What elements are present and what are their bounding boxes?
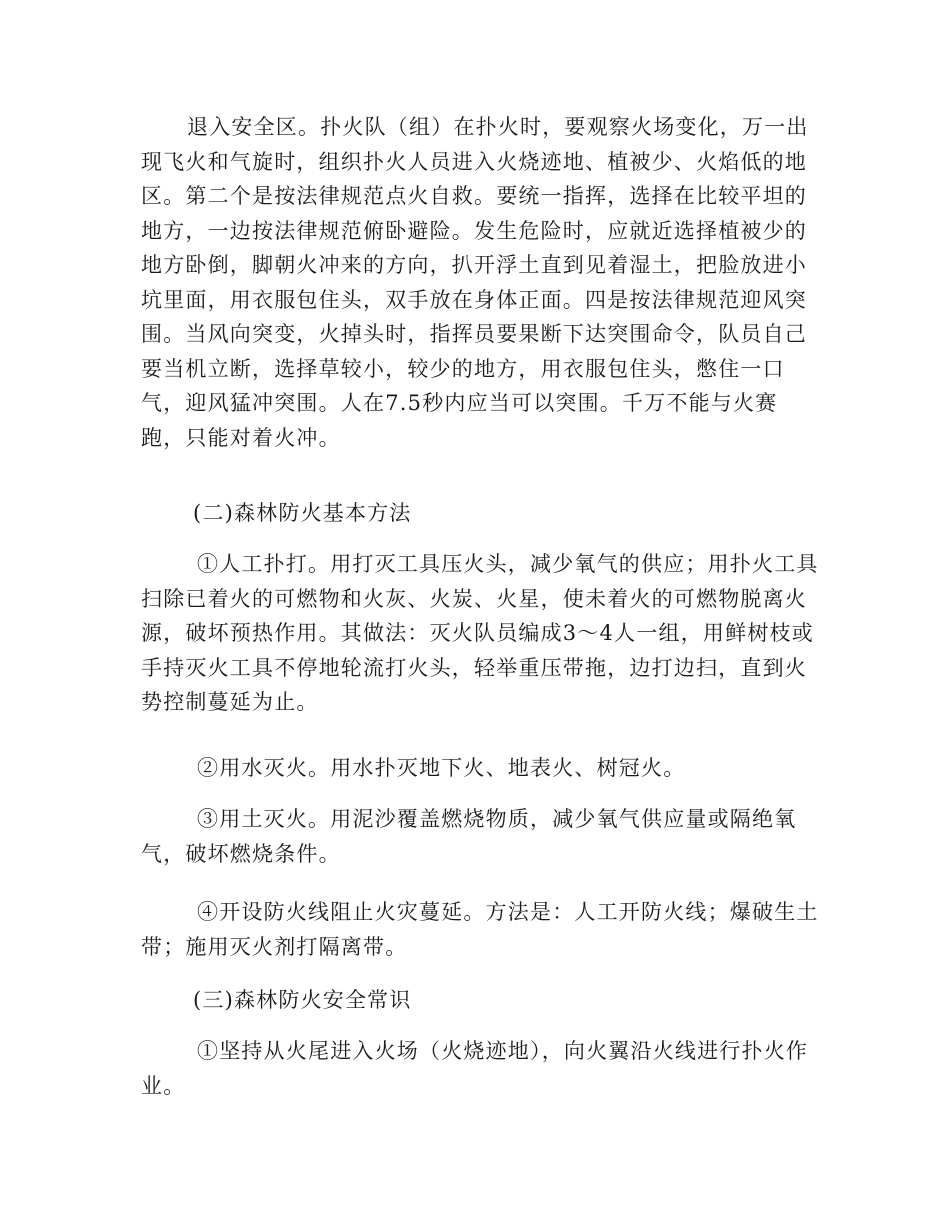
text-line: ④开设防火线阻止火灾蔓延。方法是：人工开防火线；爆破生土 <box>197 900 819 924</box>
text-line: ③用土灭火。用泥沙覆盖燃烧物质，减少氧气供应量或隔绝氧 <box>197 807 797 831</box>
paragraph-fire-tail <box>141 1034 816 1103</box>
section-heading: (三)森林防火安全常识 <box>193 988 412 1012</box>
text-line: 扫除已着火的可燃物和火灰、火炭、火星，使未着火的可燃物脱离火 <box>141 586 807 611</box>
section-heading-safety <box>141 983 816 1018</box>
section-heading: (二)森林防火基本方法 <box>193 501 412 525</box>
text-line: 区。第二个是按法律规范点火自救。要统一指挥，选择在比较平坦的 <box>141 184 807 208</box>
section-heading-basic-methods <box>141 496 816 531</box>
text-line: 势控制蔓延为止。 <box>141 690 319 714</box>
text-line: 围。当风向突变，火掉头时，指挥员要果断下达突围命令，队员自己 <box>141 322 807 346</box>
text-line: 手持灭火工具不停地轮流打火头，轻举重压带拖，边打边扫，直到火 <box>141 655 807 680</box>
text-line: ②用水灭火。用水扑灭地下火、地表火、树冠火。 <box>197 756 686 780</box>
text-line: 源，破坏预热作用。其做法：灭火队员编成3～4人一组，用鲜树枝或 <box>141 621 814 645</box>
text-line: 现飞火和气旋时，组织扑火人员进入火烧迹地、植被少、火焰低的地 <box>141 149 807 174</box>
text-line: 地方卧倒，脚朝火冲来的方向，扒开浮土直到见着湿土，把脸放进小 <box>141 253 807 277</box>
paragraph-firebreak <box>141 895 819 964</box>
text-line: ①坚持从火尾进入火场（火烧迹地），向火翼沿火线进行扑火作 <box>197 1039 809 1063</box>
text-line: 退入安全区。扑火队（组）在扑火时，要观察火场变化，万一出 <box>187 115 809 139</box>
text-line: 要当机立断，选择草较小，较少的地方，用衣服包住头，憋住一口 <box>141 356 785 381</box>
text-line: 跑，只能对着火冲。 <box>141 425 341 450</box>
paragraph-soil <box>141 802 816 871</box>
text-line: 地方，一边按法律规范俯卧避险。发生危险时，应就近选择植被少的 <box>141 218 807 243</box>
paragraph-escape-methods <box>141 110 816 455</box>
text-line: 坑里面，用衣服包住头，双手放在身体正面。四是按法律规范迎风突 <box>141 287 807 312</box>
text-line: 业。 <box>141 1073 186 1098</box>
paragraph-water <box>141 751 816 786</box>
text-line: 气，破坏燃烧条件。 <box>141 841 341 866</box>
text-line: ①人工扑打。用打灭工具压火头，减少氧气的供应；用扑火工具 <box>197 552 819 576</box>
text-line: 带；施用灭火剂打隔离带。 <box>141 934 408 959</box>
paragraph-manual-beating <box>141 547 819 720</box>
text-line: 气，迎风猛冲突围。人在7.5秒内应当可以突围。千万不能与火赛 <box>141 391 778 415</box>
